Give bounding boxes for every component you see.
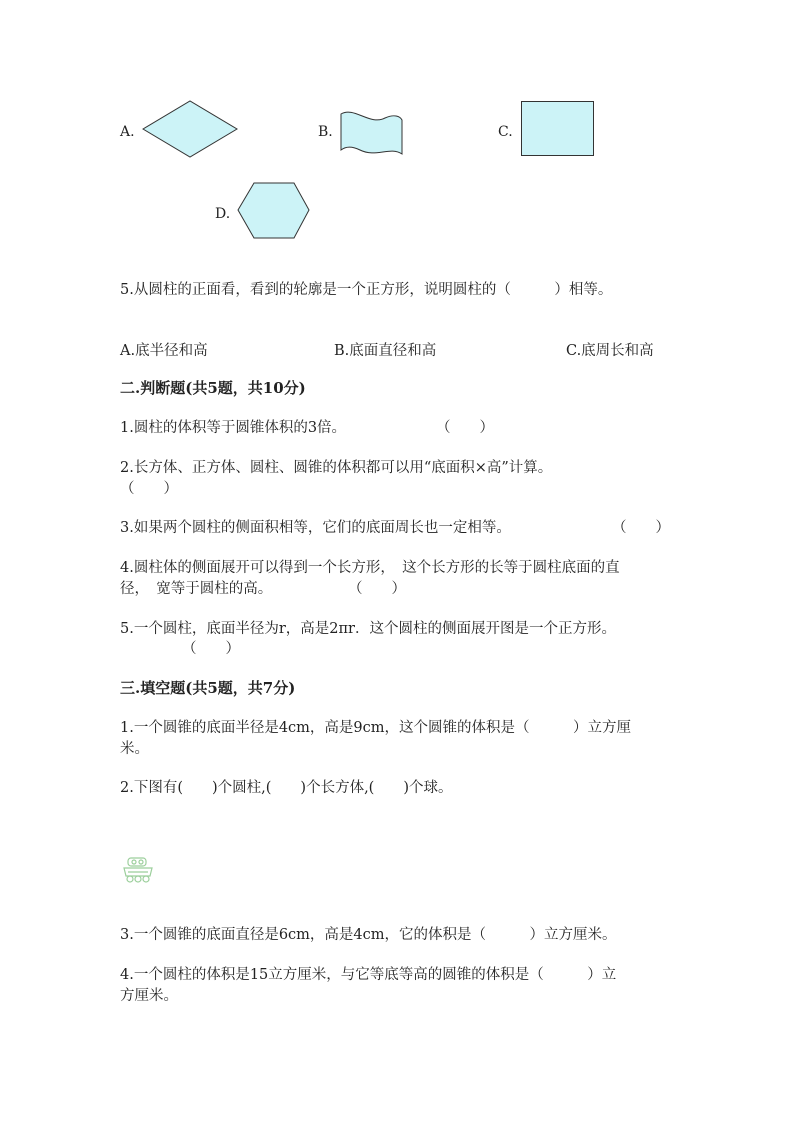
fill-item-1-line2: 米。	[120, 741, 149, 757]
fill-item-3: 3.一个圆锥的底面直径是6cm，高是4cm，它的体积是（ ）立方厘米。	[120, 927, 617, 943]
judge-item-2-blank[interactable]: （ ）	[120, 481, 178, 497]
judge-item-2: 2.长方体、正方体、圆柱、圆锥的体积都可以用“底面积×高”计算。	[120, 460, 553, 476]
wave-shape	[340, 110, 404, 156]
judge-item-5: 5.一个圆柱，底面半径为r，高是2πr．这个圆柱的侧面展开图是一个正方形。	[120, 621, 616, 637]
option-c-label: C.	[498, 124, 513, 140]
question-5-stem: 5.从圆柱的正面看，看到的轮廓是一个正方形，说明圆柱的（ ）相等。	[120, 282, 613, 298]
fill-item-4-line2: 方厘米。	[120, 988, 178, 1004]
rectangle-shape	[521, 101, 595, 157]
judge-item-1-blank[interactable]: （ ）	[436, 420, 494, 436]
toy-vehicle-icon	[122, 856, 154, 884]
option-d-label: D.	[215, 206, 231, 222]
rhombus-shape	[142, 100, 238, 158]
fill-item-4-line1: 4.一个圆柱的体积是15立方厘米，与它等底等高的圆锥的体积是（ ）立	[120, 967, 617, 983]
q5-option-c: C.底周长和高	[566, 343, 654, 359]
hexagon-shape	[237, 182, 311, 240]
judge-item-1: 1.圆柱的体积等于圆锥体积的3倍。	[120, 420, 347, 436]
q5-option-a: A.底半径和高	[120, 343, 208, 359]
judge-item-4-line2: 径， 宽等于圆柱的高。	[120, 581, 273, 597]
option-b-label: B.	[318, 124, 333, 140]
judge-item-3: 3.如果两个圆柱的侧面积相等，它们的底面周长也一定相等。	[120, 520, 511, 536]
section-2-title: 二.判断题(共5题，共10分)	[120, 379, 306, 397]
fill-item-2: 2.下图有( )个圆柱,( )个长方体,( )个球。	[120, 780, 453, 796]
judge-item-3-blank[interactable]: （ ）	[612, 520, 670, 536]
judge-item-5-blank[interactable]: （ ）	[182, 641, 240, 657]
option-a-label: A.	[120, 124, 135, 140]
q5-option-b: B.底面直径和高	[334, 343, 437, 359]
fill-item-1-line1: 1.一个圆锥的底面半径是4cm，高是9cm，这个圆锥的体积是（ ）立方厘	[120, 720, 632, 736]
judge-item-4-line1: 4.圆柱体的侧面展开可以得到一个长方形， 这个长方形的长等于圆柱底面的直	[120, 560, 620, 576]
section-3-title: 三.填空题(共5题，共7分)	[120, 679, 296, 697]
judge-item-4-blank[interactable]: （ ）	[348, 581, 406, 597]
